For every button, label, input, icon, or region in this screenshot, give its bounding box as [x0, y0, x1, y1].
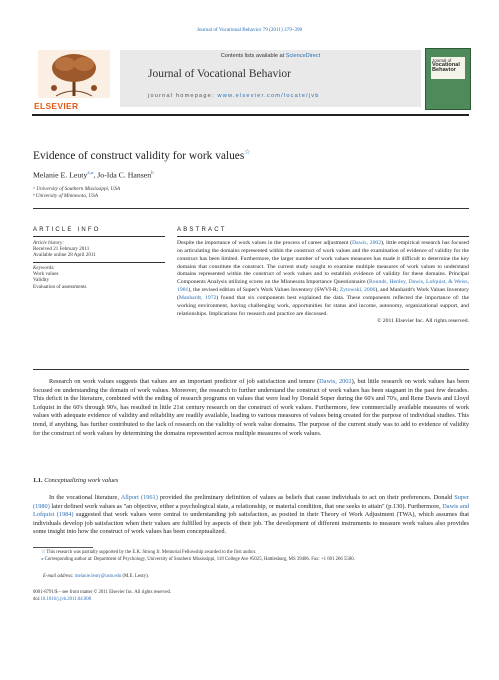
homepage-link[interactable]: www.elsevier.com/locate/jvb	[217, 93, 320, 99]
journal-homepage: journal homepage: www.elsevier.com/locate/jvb	[148, 93, 320, 99]
citation-link[interactable]: Dawis, 2002	[352, 240, 382, 246]
author-2-marks[interactable]: b	[151, 171, 154, 176]
issn-line: 0001-8791/$ – see front matter © 2011 Elsevier Inc. All rights reserved.	[33, 590, 172, 595]
affiliation-b: ᵇ University of Minnesota, USA	[33, 193, 98, 199]
email-link[interactable]: melanie.leuty@usm.edu	[74, 574, 122, 579]
citation-link[interactable]: Super (1980)	[33, 494, 469, 510]
keyword: Work values	[33, 271, 59, 278]
intro-paragraph: Research on work values suggests that values are an important predictor of job satisfaction and tenure (Dawis, 2002), but little research on work values has been focused on understanding the domain of work values. Moreover, the research to further understand the construct of work values has been stagnant in the past few decades. This deficit in the literature, combined with the ending of research programs on values that were lead by Donald Super during the 60's and 70's, and Rene Dawis and Lloyd Lofquist in the 60's through 90's, has resulted in little 21st century research on the construct of work values. Furthermore, few commercially available measures of work values with adequate evidence of validity and reliability are readily available, leading to various measures of values being created for the purpose of individual studies. This trend, if anything, has further contributed to the lack of research on the validity of work value domains. The purpose of the current study was to add to evidence of validity for the construct of work values by determining the domains represented across multiple measures of work values.	[33, 378, 469, 437]
contents-line: Contents lists available at ScienceDirect	[220, 53, 321, 59]
copyright: © 2011 Elsevier Inc. All rights reserved.	[377, 318, 469, 325]
author-list: Melanie E. Leuty$^{a,⁎}$, Jo-Ida C. Hansen$^b$	[33, 170, 154, 180]
title-footnote-star-icon[interactable]: ☆	[244, 148, 251, 156]
citation-link[interactable]: Manhardt, 1972	[178, 294, 217, 301]
cover-title: Journal of Vocational Behavior	[432, 58, 460, 73]
citation-link[interactable]: Dawis and Lofquist (1984)	[33, 502, 470, 519]
citation-link[interactable]: Allport (1961)	[120, 494, 158, 501]
elsevier-tree-icon	[32, 48, 116, 100]
sciencedirect-link[interactable]: ScienceDirect	[285, 53, 321, 59]
journal-title: Journal of Vocational Behavior	[148, 68, 291, 80]
keyword: Validity	[33, 277, 50, 284]
article-title: Evidence of construct validity for work values☆	[33, 148, 251, 162]
doi-link[interactable]: 10.1016/j.jvb.2011.04.008	[40, 597, 92, 602]
keywords: Keywords: Work values Validity Evaluation of assessments	[33, 265, 167, 290]
running-header: Journal of Vocational Behavior 79 (2011) 379–390	[196, 27, 303, 33]
section-heading: 1.1. Conceptualizing work values	[33, 477, 119, 484]
elsevier-logo	[32, 48, 116, 111]
footnote-corresponding: ⁎ Corresponding author at: Department of Psychology, University of Southern Mississippi, 118 College Ave #5025, Hattiesburg, MS 39406. Fax: +1 601 266 5580.	[41, 557, 355, 562]
article-info-heading: ARTICLE INFO	[33, 227, 101, 233]
asterisk-icon: ⁎	[41, 557, 44, 562]
article-history: Article history: Received 21 February 2011 Available online 28 April 2011	[33, 240, 96, 259]
citation-link[interactable]: Rounds, Henley, Dawis, Lofquist, & Weiss, 1981	[177, 279, 469, 294]
footnote-rule	[33, 547, 93, 548]
divider	[33, 369, 469, 370]
journal-header	[32, 48, 469, 110]
header-rule	[32, 114, 469, 116]
author-1: Melanie E. Leuty	[33, 170, 88, 180]
section-paragraph: In the vocational literature, Allport (1961) provided the preliminary definition of values as beliefs that cause individuals to act on their preferences. Donald Super (1980) later defined work values as "an objective, either a psychological state, a relationship, or material condition, that one seeks to attain" (p.130). Furthermore, Dawis and Lofquist (1984) suggested that work values were central to understanding job satisfaction, as posited in their Theory of Work Adjustment (TWA), which assumes that individuals develop job satisfaction when their values are fulfilled by aspects of their job. The development of different instruments to measure work values also provides some insight into how the construct of work values has been conceptualized.	[33, 494, 470, 536]
journal-cover-thumbnail	[425, 48, 471, 110]
abstract-heading: ABSTRACT	[177, 227, 227, 233]
star-icon: ☆	[41, 550, 46, 555]
author-2: Jo-Ida C. Hansen	[97, 170, 152, 180]
footnote-funding: ☆ This research was partially supported by the E.K. Strong Jr. Memorial Fellowship awarded to the first author.	[41, 550, 257, 555]
divider	[33, 208, 469, 209]
author-1-marks[interactable]: a,⁎	[87, 171, 94, 176]
footnote-email: E-mail address: melanie.leuty@usm.edu (M.E. Leuty).	[43, 574, 149, 579]
citation-link[interactable]: Zytowski, 2006	[339, 287, 376, 294]
affiliation-a: ᵃ University of Southern Mississippi, USA	[33, 186, 121, 192]
keyword: Evaluation of assessments	[33, 283, 87, 290]
elsevier-wordmark: ELSEVIER	[34, 101, 79, 111]
citation-link[interactable]: Dawis, 2002	[319, 378, 352, 385]
doi-line: doi:10.1016/j.jvb.2011.04.008	[33, 597, 92, 602]
abstract-text: Despite the importance of work values in the process of career adjustment (Dawis, 2002), little empirical research has focused on articulating the domains represented within the construct of work values and the examination of evidence of validity for the construct has been limited. Furthermore, the larger number of work values measures has made it difficult to determine the key domains that constitute the construct. The current study sought to examine multiple measures of work values to understand domains represented within the construct of work values and to establish evidence of validity for these domains. Principal Components Analysis utilizing scores on the Minnesota Importance Questionnaire (Rounds, Henley, Dawis, Lofquist, & Weiss, 1981), the revised edition of Super's Work Values Inventory (SWVI-R; Zytowski, 2006), and Manhardt's Work Values Inventory (Manhardt, 1972) found that six components best explained the data. These components reflected the importance of: the working environment, having challenging work, opportunities for status and income, autonomy, organizational support, and relationships. Implications for research and practice are discussed. © 2011 Elsevier Inc. All rights reserved.	[177, 240, 470, 325]
